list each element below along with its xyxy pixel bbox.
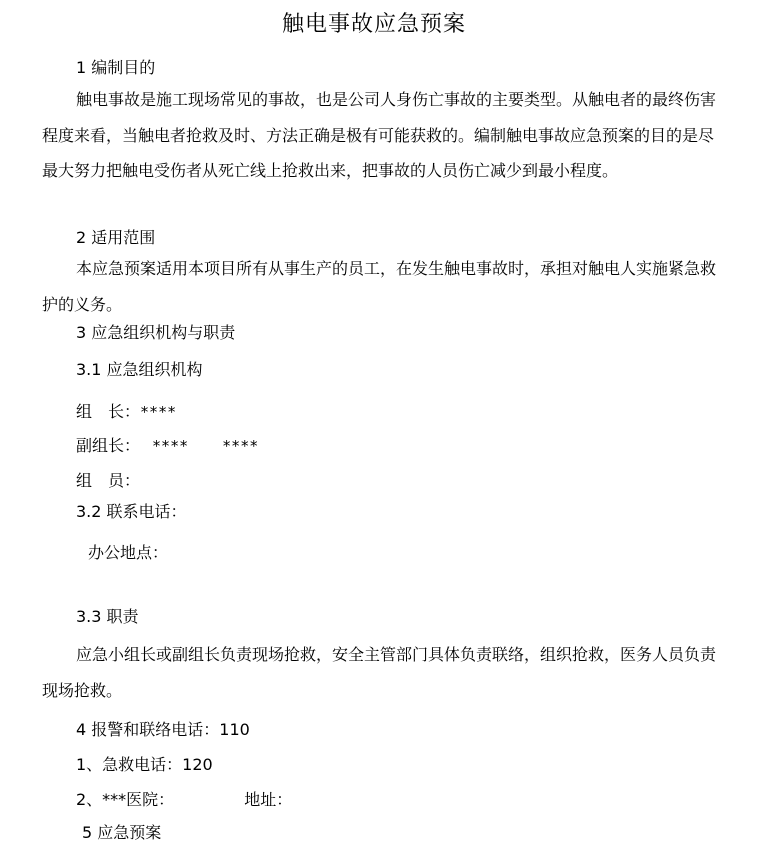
section2-body: 本应急预案适用本项目所有从事生产的员工，在发生触电事故时，承担对触电人实施紧急救护的义务。 (42, 259, 717, 314)
hospital-label: 2、***医院： (76, 790, 175, 809)
deputy-label: 副组长： (76, 436, 141, 455)
section3-1-heading: 3.1 应急组织机构 (76, 360, 203, 379)
duty-body: 应急小组长或副组长负责现场抢救，安全主管部门具体负责联络，组织抢救，医务人员负责现场抢救。 (42, 645, 717, 700)
emergency-phone: 1、急救电话：120 (76, 755, 213, 774)
section5-heading: 5 应急预案 (82, 823, 162, 842)
section3-3-heading: 3.3 职责 (76, 607, 139, 626)
document-title: 触电事故应急预案 (281, 12, 466, 37)
office-label: 办公地点： (88, 543, 169, 562)
deputy-value-1: **** (152, 437, 189, 455)
section3-2-heading: 3.2 联系电话： (76, 502, 187, 521)
section4-heading: 4 报警和联络电话：110 (76, 720, 250, 739)
section2-heading: 2 适用范围 (76, 228, 156, 247)
member-label: 组 员： (76, 471, 141, 490)
leader-row (76, 402, 176, 422)
section3-heading: 3 应急组织机构与职责 (76, 323, 236, 342)
deputy-row (76, 436, 258, 456)
hospital-row (76, 790, 292, 810)
section1-body: 触电事故是施工现场常见的事故，也是公司人身伤亡事故的主要类型。从触电者的最终伤害程度来看，当触电者抢救及时、方法正确是极有可能获救的。编制触电事故应急预案的目的是尽最大努力把触电受伤者从死亡线上抢救出来，把事故的人员伤亡减少到最小程度。 (42, 90, 717, 180)
deputy-value-2: **** (222, 437, 259, 455)
address-label: 地址： (244, 790, 293, 809)
leader-label: 组 长： (76, 402, 141, 421)
leader-value: **** (140, 403, 177, 421)
section1-heading: 1 编制目的 (76, 58, 156, 77)
